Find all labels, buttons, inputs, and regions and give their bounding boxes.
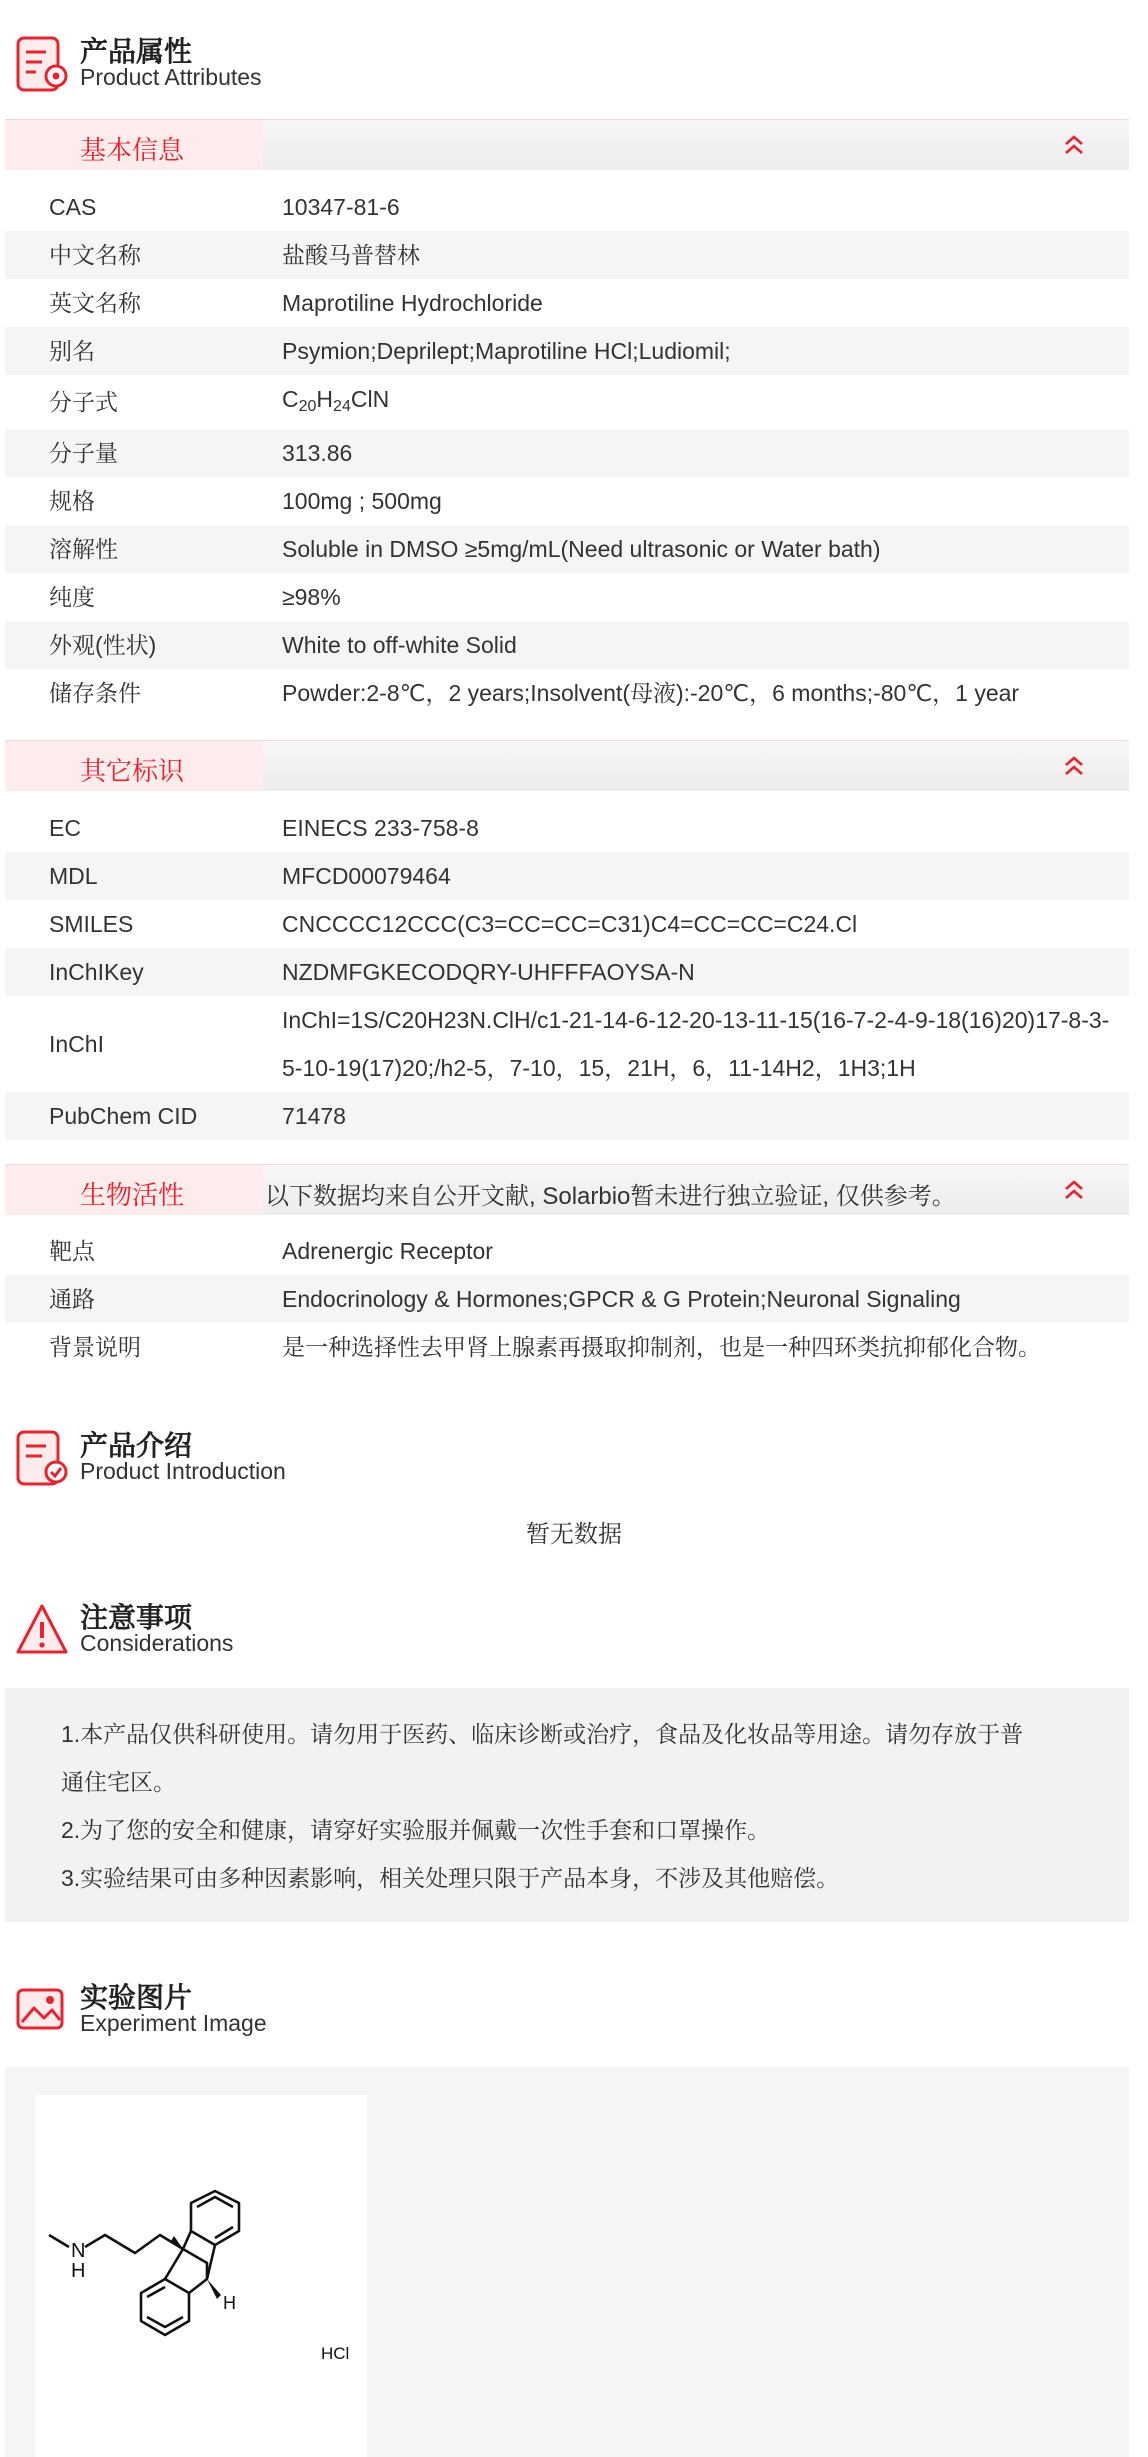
other-ids-table <box>5 804 1129 1140</box>
bridge-bond <box>165 2249 183 2279</box>
chevron-double-up-icon[interactable] <box>1061 1177 1087 1203</box>
formula-h-count: 24 <box>333 398 351 415</box>
table-row <box>5 429 1129 477</box>
row-value: White to off-white Solid <box>282 632 517 658</box>
row-key: InChIKey <box>49 959 144 985</box>
experiment-subtitle: Experiment Image <box>80 2010 267 2036</box>
row-value: MFCD00079464 <box>282 863 451 889</box>
amine-hydrogen-label: H <box>71 2260 86 2282</box>
row-key: MDL <box>49 863 98 889</box>
row-value: EINECS 233-758-8 <box>282 815 479 841</box>
consideration-line: 1.本产品仅供科研使用。请勿用于医药、临床诊断或治疗，食品及化妆品等用途。请勿存放于普 <box>61 1721 1024 1747</box>
row-value: 是一种选择性去甲肾上腺素再摄取抑制剂，也是一种四环类抗抑郁化合物。 <box>282 1334 1041 1360</box>
introduction-subtitle: Product Introduction <box>80 1458 286 1484</box>
row-key: 别名 <box>49 338 95 364</box>
table-row <box>5 231 1129 279</box>
table-row <box>5 1275 1129 1323</box>
table-row <box>5 669 1129 717</box>
chevron-double-up-icon[interactable] <box>1061 132 1087 158</box>
considerations-panel <box>5 1688 1129 1922</box>
row-key: InChI <box>49 1031 104 1057</box>
attributes-subtitle: Product Attributes <box>80 64 262 90</box>
basic-info-bar[interactable] <box>5 119 1129 170</box>
chain-bonds <box>85 2235 183 2253</box>
row-value: Endocrinology & Hormones;GPCR & G Protein;Neuronal Signaling <box>282 1286 961 1312</box>
image-icon <box>14 1978 70 2042</box>
attributes-title: 产品属性 <box>80 36 193 67</box>
table-row <box>5 1323 1129 1371</box>
row-key: PubChem CID <box>49 1103 198 1129</box>
table-row <box>5 525 1129 573</box>
row-value: Maprotiline Hydrochloride <box>282 290 543 316</box>
salt-label: HCl <box>321 2344 350 2363</box>
row-value: Psymion;Deprilept;Maprotiline HCl;Ludiomil; <box>282 338 731 364</box>
row-value: Powder:2-8℃，2 years;Insolvent(母液):-20℃，6 months;-80℃，1 year <box>282 680 1020 706</box>
consideration-line: 通住宅区。 <box>61 1769 176 1795</box>
row-value: NZDMFGKECODQRY-UHFFFAOYSA-N <box>282 959 695 985</box>
table-row <box>5 573 1129 621</box>
table-row <box>5 477 1129 525</box>
basic-info-tab-label: 基本信息 <box>80 135 185 165</box>
table-row <box>5 900 1129 948</box>
row-key: 纯度 <box>49 584 95 610</box>
bio-activity-disclaimer: 以下数据均来自公开文献, Solarbio暂未进行独立验证, 仅供参考。 <box>265 1183 956 1210</box>
consideration-line: 2.为了您的安全和健康，请穿好实验服并佩戴一次性手套和口罩操作。 <box>61 1817 771 1843</box>
row-key: 英文名称 <box>49 290 141 316</box>
consideration-line: 3.实验结果可由多种因素影响，相关处理只限于产品本身，不涉及其他赔偿。 <box>61 1865 840 1891</box>
row-key: SMILES <box>49 911 134 937</box>
row-key: 分子量 <box>49 440 118 466</box>
row-value: 盐酸马普替林 <box>282 242 420 268</box>
row-value: 10347-81-6 <box>282 194 400 220</box>
row-value: 313.86 <box>282 440 353 466</box>
row-key: 外观(性状) <box>49 632 157 658</box>
table-row <box>5 852 1129 900</box>
row-key: 储存条件 <box>49 680 141 706</box>
introduction-empty-text: 暂无数据 <box>526 1521 622 1548</box>
formula-rest: ClN <box>350 386 390 412</box>
table-row <box>5 279 1129 327</box>
table-row <box>5 996 1129 1092</box>
formula-c: C <box>282 386 299 412</box>
row-key: 中文名称 <box>49 242 141 268</box>
structure-image[interactable] <box>35 2095 367 2457</box>
chevron-double-up-icon[interactable] <box>1061 753 1087 779</box>
row-value: CNCCCC12CCC(C3=CC=CC=C31)C4=CC=CC=C24.Cl <box>282 911 858 937</box>
row-key: 靶点 <box>49 1238 95 1264</box>
row-value: Adrenergic Receptor <box>282 1238 493 1264</box>
table-row <box>5 621 1129 669</box>
row-value: ≥98% <box>282 584 341 610</box>
intro-doc-check-icon <box>14 1426 70 1490</box>
bridge-bond <box>183 2231 191 2249</box>
bridge-bond <box>183 2249 207 2279</box>
experiment-image-panel <box>5 2067 1129 2457</box>
considerations-subtitle: Considerations <box>80 1630 234 1656</box>
row-key: 规格 <box>49 488 95 514</box>
formula-h: H <box>316 386 334 412</box>
table-row <box>5 375 1129 429</box>
wedge-bond <box>207 2279 221 2299</box>
experiment-title: 实验图片 <box>80 1982 193 2013</box>
bond <box>49 2235 69 2247</box>
other-ids-tab-label: 其它标识 <box>80 756 185 786</box>
row-value: 100mg ; 500mg <box>282 488 442 514</box>
table-row <box>5 948 1129 996</box>
row-key: CAS <box>49 194 97 220</box>
formula-c-count: 20 <box>298 398 317 415</box>
row-key: EC <box>49 815 81 841</box>
row-key: 溶解性 <box>49 536 118 562</box>
introduction-title: 产品介绍 <box>80 1430 193 1461</box>
chemical-structure-drawing <box>35 2095 367 2457</box>
table-row <box>5 1227 1129 1275</box>
table-row <box>5 1092 1129 1140</box>
row-key: 分子式 <box>49 389 118 415</box>
bio-activity-bar[interactable] <box>5 1164 1129 1215</box>
bio-activity-tab-label: 生物活性 <box>80 1180 185 1210</box>
row-key: 通路 <box>49 1286 95 1312</box>
hydrogen-label: H <box>223 2293 236 2313</box>
row-value: InChI=1S/C20H23N.ClH/c1-21-14-6-12-20-13-11-15(16-7-2-4-9-18(16)20)17-8-3-5-10-19(17)20;/h2-5，7-10，15，21H，6，11-14H2，1H3;1H <box>282 1007 1110 1081</box>
table-row <box>5 804 1129 852</box>
row-value: 71478 <box>282 1103 346 1129</box>
attributes-doc-gear-icon <box>14 32 70 96</box>
table-row <box>5 183 1129 231</box>
aromatic-bond <box>147 2317 183 2327</box>
formula-value <box>282 375 389 429</box>
other-ids-bar[interactable] <box>5 740 1129 791</box>
table-row <box>5 327 1129 375</box>
row-key: 背景说明 <box>49 1334 141 1360</box>
bio-activity-table <box>5 1227 1129 1371</box>
considerations-title: 注意事项 <box>80 1602 193 1633</box>
basic-info-table <box>5 183 1129 717</box>
row-value: Soluble in DMSO ≥5mg/mL(Need ultrasonic or Water bath) <box>282 536 881 562</box>
warning-triangle-icon <box>14 1598 70 1662</box>
nitrogen-label: N <box>71 2240 86 2262</box>
